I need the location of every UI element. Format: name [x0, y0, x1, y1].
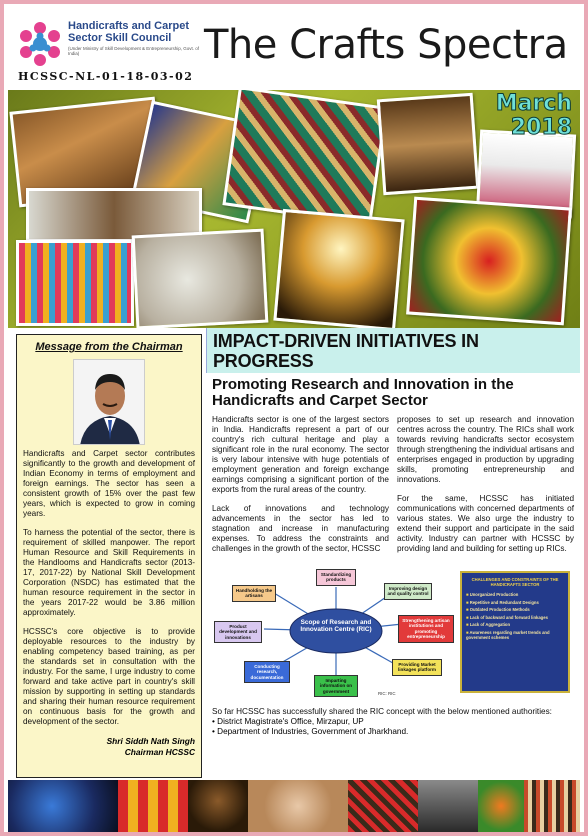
clay-pots-photo	[248, 780, 348, 832]
fruit-ceramics-photo	[478, 780, 524, 832]
diagram-node: Conducting research, documentation	[244, 661, 290, 683]
newsletter-title: The Crafts Spectra	[204, 22, 568, 68]
article-heading-bar	[206, 328, 580, 373]
newsletter-code: HCSSC-NL-01-18-03-02	[18, 70, 194, 83]
diagram-node: Handholding the artisans	[232, 585, 276, 602]
article-closing: So far HCSSC has successfully shared the RIC concept with the below mentioned authorities:	[212, 707, 552, 716]
constraint-item: ■ Awareness regarding market trends and government schemes	[466, 630, 564, 640]
inlay-panel-photo	[222, 90, 387, 226]
diagram-node: Strengthening artisan institutions and promoting entrepreneurship	[398, 615, 454, 643]
org-subtitle: (Under Ministry of Skill Development & Entrepreneurship, Govt. of India)	[68, 46, 200, 56]
ric-scope-diagram	[212, 563, 574, 701]
diagram-node: Improving design and quality control	[384, 583, 432, 600]
constraint-item: ■ Repetitive and Redundant Designs	[466, 600, 564, 605]
diagram-node: Standardizing products	[316, 569, 356, 586]
painted-jars-photo	[118, 780, 188, 832]
buddha-statue-photo	[188, 780, 248, 832]
article-heading: IMPACT-DRIVEN INITIATIVES IN PROGRESS	[213, 331, 479, 371]
hcssc-logo	[14, 14, 204, 70]
chairman-paragraph: Handicrafts and Carpet sector contributes significantly to the growth and development of Indian Economy in terms of employment and foreign earnings. The sector has seen a consistent growth of 15% over the past few years, which is expected to grow in coming years.	[23, 449, 195, 518]
ric-center-label: Scope of Research and Innovation Centre (RIC)	[300, 619, 372, 634]
issue-month: March	[495, 91, 572, 116]
article-columns	[206, 411, 580, 563]
chairman-photo-icon	[74, 360, 145, 445]
chairman-signature-title: Chairman HCSSC	[124, 747, 195, 757]
article-column-right	[397, 415, 574, 563]
diagram-footnote: RIC: RIC	[378, 691, 396, 696]
chairman-message-heading: Message from the Chairman	[35, 341, 183, 353]
diagram-node: Product development and innovations	[214, 621, 262, 643]
main-article	[206, 328, 580, 778]
metal-figures-photo	[418, 780, 478, 832]
masthead	[8, 8, 580, 90]
authority-list-item: • District Magistrate's Office, Mirzapur, UP	[206, 717, 580, 727]
constraint-item: ■ Lack of backward and forward linkages	[466, 615, 564, 620]
article-paragraph: Handicrafts sector is one of the largest sectors in India. Handicrafts represent a part of our country's rich cultural heritage and play a significant role in the rural economy. The sector is very labour intensive with huge potentials of employment generation and foreign exchange earnings comprising a significant portion of the exports from the rural areas of the country.	[212, 415, 389, 494]
constraint-item: ■ Unorganized Production	[466, 592, 564, 597]
constraints-title: CHALLENGES AND CONSTRAINTS OF THE HANDICRAFTS SECTOR	[471, 577, 559, 587]
constraint-item: ■ Lack of Aggregation	[466, 622, 564, 627]
carved-wood-photo	[377, 93, 479, 195]
issue-year: 2018	[510, 115, 572, 140]
chairman-paragraph: HCSSC's core objective is to provide deployable resources to the industry by enabling competency based training, as per the standards set in consultation with the industry. For the same, I urge industry to come forward and take active part in country's skill mission by supporting in setting up standards and sharing their human resource requirement on continuous basis for the growth and development of the sector.	[23, 627, 195, 726]
crafts-photo-collage	[8, 90, 580, 328]
org-name: Handicrafts and Carpet Sector Skill Council	[68, 20, 190, 44]
blue-pottery-photo	[8, 780, 118, 832]
chairman-signature-name: Shri Siddh Nath Singh	[106, 736, 195, 746]
article-column-left	[212, 415, 389, 563]
diagram-node: Imparting information on government	[314, 675, 358, 697]
basketry-photo	[132, 229, 269, 328]
issue-date	[496, 92, 572, 140]
thread-dolls-photo	[16, 240, 134, 326]
article-paragraph: Lack of innovations and technology advancements in the sector has led to stagnation and increase in manufacturing expenses. To address the constraints and challenges in the growth of the sector, HCSSC	[212, 504, 389, 553]
article-subheading: Promoting Research and Innovation in the Handicrafts and Carpet Sector	[212, 376, 514, 409]
carpet-photo	[524, 780, 580, 832]
chairman-portrait	[73, 359, 145, 445]
brass-lamps-photo	[273, 209, 404, 328]
authority-list-item: • Department of Industries, Government of Jharkhand.	[206, 727, 580, 737]
masks-photo	[406, 197, 572, 326]
council-logo-icon	[14, 18, 66, 70]
embroidery-photo	[348, 780, 418, 832]
constraint-item: ■ Outdated Production Methods	[466, 607, 564, 612]
article-paragraph: For the same, HCSSC has initiated communications with concerned departments of various states. We also urge the industry to extend their support and participate in the said activity. Industry can partner with HCSSC by providing land and building for setting up RICs.	[397, 494, 574, 553]
constraints-box	[460, 571, 570, 693]
chairman-message-box	[16, 334, 202, 778]
crafts-footer-strip	[8, 780, 580, 832]
diagram-node: Providing Market linkages platform	[392, 659, 442, 676]
chairman-paragraph: To harness the potential of the sector, there is requirement of skilled manpower. The report Human Resource and Skill Requirements in the Handlooms and Handicrafts sector (2013-17, 2017-22) by National Skill Development Corporation (NSDC) has estimated that the human resource requirement in the sector in the years 2017-22 would be 3.86 million approximately.	[23, 528, 195, 617]
article-paragraph: proposes to set up research and innovation centres across the country. The RICs shall work towards reviving handicrafts sector ecosystem through strengthening the individual artisans and enterprises engaged in production by upgrading skills, promoting entrepreneurship and innovations.	[397, 415, 574, 484]
